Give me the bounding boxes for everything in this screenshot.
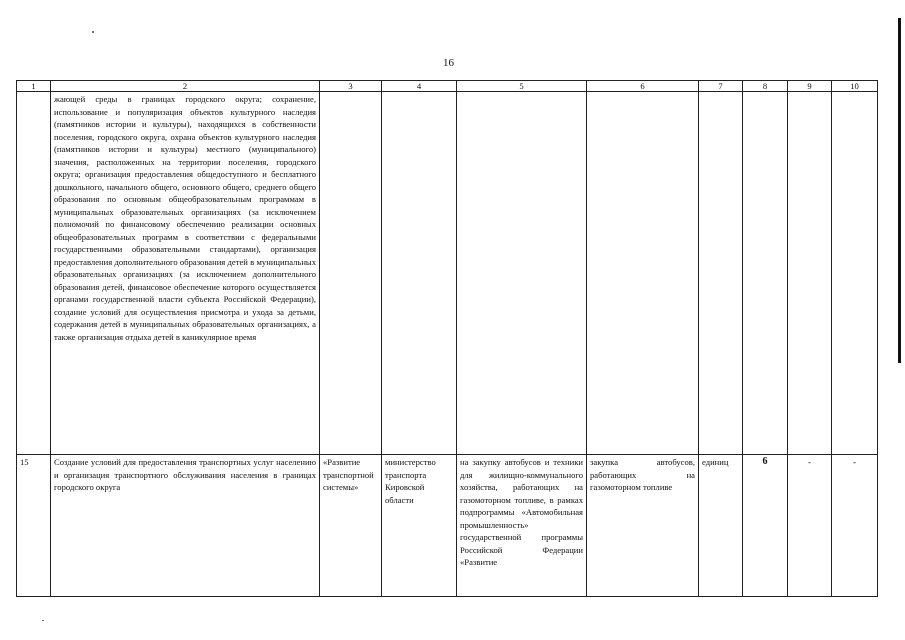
value-cell xyxy=(788,92,832,455)
authority-description: Создание условий для предоставления транспортных услуг населению и организация транспортного обслуживания населения в границах городского округа xyxy=(51,455,320,597)
header-cell: 1 xyxy=(17,81,51,92)
row-number xyxy=(17,92,51,455)
header-cell: 2 xyxy=(51,81,320,92)
table-row xyxy=(17,92,878,455)
table-row xyxy=(17,455,878,597)
value-cell: - xyxy=(832,455,878,597)
subsidy-purpose-cell: на закупку автобусов и техники для жилищно-коммунального хозяйства, работающих на газомоторном топливе, в рамках подпрограммы «Автомобильная промышленность» государственной программы Российской Федерации «Развитие xyxy=(457,455,587,597)
administrator-cell: министерство транспорта Кировской области xyxy=(382,455,457,597)
result-indicator-cell xyxy=(587,92,699,455)
document-table xyxy=(16,80,878,597)
subsidy-purpose-cell xyxy=(457,92,587,455)
header-cell: 8 xyxy=(743,81,788,92)
program-cell: «Развитие транспортной системы» xyxy=(320,455,382,597)
header-cell: 5 xyxy=(457,81,587,92)
value-cell: 6 xyxy=(743,455,788,597)
administrator-cell xyxy=(382,92,457,455)
header-cell: 6 xyxy=(587,81,699,92)
header-cell: 4 xyxy=(382,81,457,92)
scan-speck xyxy=(42,620,44,621)
scan-edge-mark xyxy=(898,18,901,363)
value-cell: - xyxy=(788,455,832,597)
authority-description: жающей среды в границах городского округа; сохранение, использование и популяризация объектов культурного наследия (памятников истории и культуры), находящихся в собственности поселения, городского округа, охрана объектов культурного наследия (памятников истории и культуры) местного (муниципального) значения, расположенных на территории поселения, городского округа; организация предоставления общедоступного и бесплатного дошкольного, начального общего, основного общего, среднего общего образования по основным общеобразовательным программам в муниципальных образовательных организациях (за исключением полномочий по финансовому обеспечению реализации основных общеобразовательных программ в соответствии с федеральными государственными образовательными стандартами), организация предоставления дополнительного образования детей в муниципальных образовательных организациях (за исключением дополнительного образования детей, финансовое обеспечение которого осуществляется органами государственной власти субъекта Российской Федерации), создание условий для осуществления присмотра и ухода за детьми, содержания детей в муниципальных образовательных организациях, а также организация отдыха детей в каникулярное время xyxy=(51,92,320,455)
page-number: 16 xyxy=(443,57,454,69)
header-cell: 7 xyxy=(699,81,743,92)
unit-cell: единиц xyxy=(699,455,743,597)
result-indicator-cell: закупка автобусов, работающих на газомоторном топливе xyxy=(587,455,699,597)
unit-cell xyxy=(699,92,743,455)
scan-speck xyxy=(92,31,94,33)
table-header-row xyxy=(17,81,878,92)
header-cell: 10 xyxy=(832,81,878,92)
value-cell xyxy=(743,92,788,455)
header-cell: 3 xyxy=(320,81,382,92)
value-cell xyxy=(832,92,878,455)
row-number: 15 xyxy=(17,455,51,597)
program-cell xyxy=(320,92,382,455)
header-cell: 9 xyxy=(788,81,832,92)
